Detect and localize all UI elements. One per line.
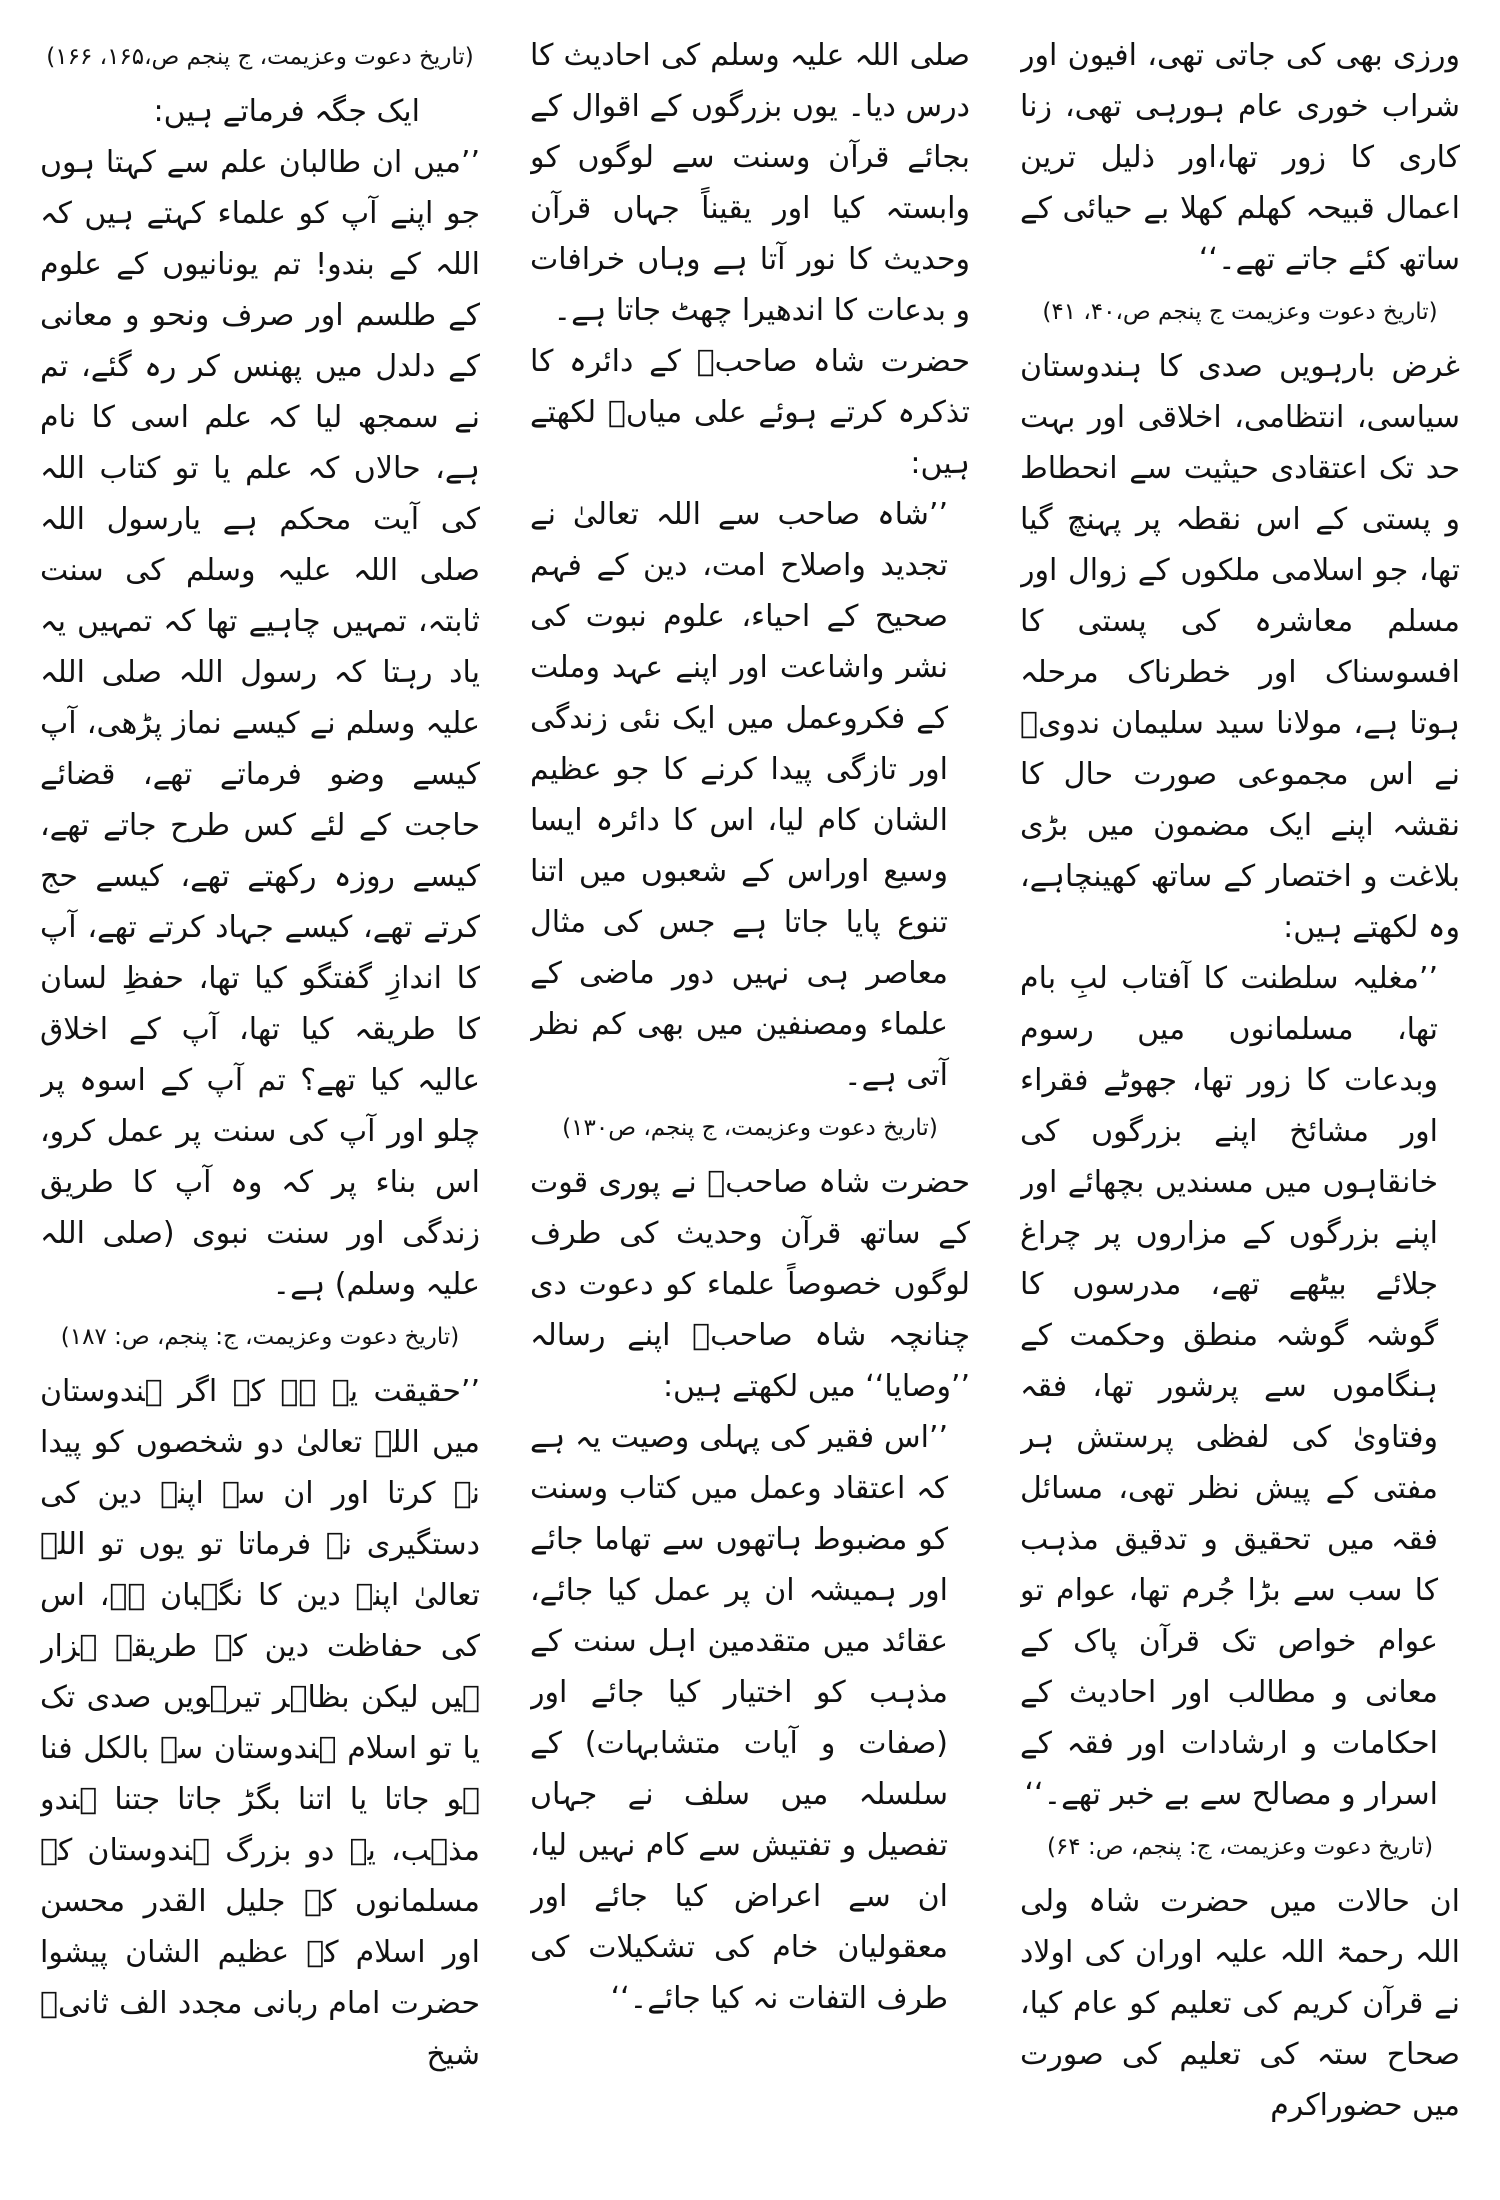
- reference-citation: (تاریخ دعوت وعزیمت ج پنجم ص،۴۰، ۴۱): [1042, 299, 1438, 325]
- reference-citation: (تاریخ دعوت وعزیمت، ج پنجم ص،۱۶۵، ۱۶۶): [46, 44, 474, 70]
- quotation-paragraph: ’’شاہ صاحب سے اللہ تعالیٰ نے تجدید واصلاح امت، دین کے فہم صحیح کے احیاء، علوم نبوت کی نشر واشاعت اور اپنے عہد وملت کے فکروعمل میں ایک نئی زندگی اور تازگی پیدا کرنے کا جو عظیم الشان کام لیا، اس کا دائرہ ایسا وسیع اوراس کے شعبوں میں اتنا تنوع پایا جاتا ہے جس کی مثال معاصر ہی نہیں دور ماضی کے علماء ومصنفین میں بھی کم نظر آتی ہے۔: [530, 497, 948, 1093]
- body-paragraph: غرض بارہویں صدی کا ہندوستان سیاسی، انتظامی، اخلاقی اور بہت حد تک اعتقادی حیثیت سے انحطاط و پستی کے اس نقطہ پر پہنچ گیا تھا، جو اسلامی ملکوں کے زوال اور مسلم معاشرہ کی پستی کا افسوسناک اور خطرناک مرحلہ ہوتا ہے، مولانا سید سلیمان ندویؒ نے اس مجموعی صورت حال کا نقشہ اپنے ایک مضمون میں بڑی بلاغت و اختصار کے ساتھ کھینچاہے، وہ لکھتے ہیں:: [1020, 349, 1460, 945]
- quotation-paragraph: ’’مغلیہ سلطنت کا آفتاب لبِ بام تھا، مسلمانوں میں رسوم وبدعات کا زور تھا، جھوٹے فقراء اور مشائخ اپنے بزرگوں کی خانقاہوں میں مسندیں بچھائے اور اپنے بزرگوں کے مزاروں پر چراغ جلائے بیٹھے تھے، مدرسوں کا گوشہ گوشہ منطق وحکمت کے ہنگاموں سے پرشور تھا، فقہ وفتاویٰ کی لفظی پرستش ہر مفتی کے پیش نظر تھی، مسائل فقہ میں تحقیق و تدقیق مذہب کا سب سے بڑا جُرم تھا، عوام تو عوام خواص تک قرآن پاک کے معانی و مطالب اور احادیث کے احکامات و ارشادات اور فقہ کے اسرار و مصالح سے بے خبر تھے۔‘‘: [1020, 961, 1438, 1812]
- column-right: [1020, 30, 1460, 2180]
- body-paragraph: حضرت شاہ صاحبؒ نے پوری قوت کے ساتھ قرآن وحدیث کی طرف لوگوں خصوصاً علماء کو دعوت دی چنانچہ شاہ صاحبؒ اپنے رسالہ ’’وصایا‘‘ میں لکھتے ہیں:: [530, 1165, 970, 1404]
- intro-line: ایک جگہ فرماتے ہیں:: [153, 94, 420, 129]
- reference-citation: (تاریخ دعوت وعزیمت، ج پنجم، ص۱۳۰): [562, 1115, 938, 1141]
- body-paragraph: حضرت شاہ صاحبؒ کے دائرہ کا تذکرہ کرتے ہوئے علی میاںؒ لکھتے ہیں:: [530, 344, 970, 481]
- reference-citation: (تاریخ دعوت وعزیمت، ج: پنجم، ص: ۱۸۷): [60, 1324, 460, 1350]
- text-columns: [40, 30, 1460, 2180]
- body-paragraph: ’’حقیقت یہ ہے کہ اگر ہندوستان میں اللہ تعالیٰ دو شخصوں کو پیدا نہ کرتا اور ان سے اپنے دین کی دستگیری نہ فرماتا تو یوں تو اللہ تعالیٰ اپنے دین کا نگہبان ہے، اس کی حفاظت دین کے طریقے ہزار ہیں لیکن بظاہر تیرہویں صدی تک یا تو اسلام ہندوستان سے بالکل فنا ہو جاتا یا اتنا بگڑ جاتا جتنا ہندو مذہب، یہ دو بزرگ ہندوستان کے مسلمانوں کے جلیل القدر محسن اور اسلام کے عظیم الشان پیشوا حضرت امام ربانی مجدد الف ثانیؒ شیخ: [40, 1374, 480, 2072]
- quotation-paragraph: ’’اس فقیر کی پہلی وصیت یہ ہے کہ اعتقاد وعمل میں کتاب وسنت کو مضبوط ہاتھوں سے تھاما جائے اور ہمیشہ ان پر عمل کیا جائے، عقائد میں متقدمین اہل سنت کے مذہب کو اختیار کیا جائے اور (صفات و آیات متشابہات) کے سلسلہ میں سلف نے جہاں تفصیل و تفتیش سے کام نہیں لیا، ان سے اعراض کیا جائے اور معقولیان خام کی تشکیلات کی طرف التفات نہ کیا جائے۔‘‘: [530, 1420, 948, 2016]
- body-paragraph: ’’میں ان طالبان علم سے کہتا ہوں جو اپنے آپ کو علماء کہتے ہیں کہ اللہ کے بندو! تم یونانیوں کے علوم کے طلسم اور صرف ونحو و معانی کے دلدل میں پھنس کر رہ گئے، تم نے سمجھ لیا کہ علم اسی کا نام ہے، حالاں کہ علم یا تو کتاب اللہ کی آیت محکم ہے یارسول اللہ صلی اللہ علیہ وسلم کی سنت ثابتہ، تمہیں چاہیے تھا کہ تمہیں یہ یاد رہتا کہ رسول اللہ صلی اللہ علیہ وسلم نے کیسے نماز پڑھی، آپ کیسے وضو فرماتے تھے، قضائے حاجت کے لئے کس طرح جاتے تھے، کیسے روزہ رکھتے تھے، کیسے حج کرتے تھے، کیسے جہاد کرتے تھے، آپ کا اندازِ گفتگو کیا تھا، حفظِ لسان کا طریقہ کیا تھا، آپ کے اخلاق عالیہ کیا تھے؟ تم آپ کے اسوہ پر چلو اور آپ کی سنت پر عمل کرو، اس بناء پر کہ وہ آپ کا طریق زندگی اور سنت نبوی (صلی اللہ علیہ وسلم) ہے۔: [40, 145, 480, 1302]
- body-paragraph: ورزی بھی کی جاتی تھی، افیون اور شراب خوری عام ہورہی تھی، زنا کاری کا زور تھا،اور ذلیل ترین اعمال قبیحہ کھلم کھلا بے حیائی کے ساتھ کئے جاتے تھے۔‘‘: [1020, 38, 1460, 277]
- reference-citation: (تاریخ دعوت وعزیمت، ج: پنجم، ص: ۶۴): [1046, 1834, 1434, 1860]
- column-middle: [530, 30, 970, 2180]
- body-paragraph: ان حالات میں حضرت شاہ ولی اللہ رحمۃ اللہ علیہ اوران کی اولاد نے قرآن کریم کی تعلیم کو عام کیا، صحاح ستہ کی تعلیم کی صورت میں حضوراکرم: [1020, 1884, 1460, 2123]
- column-left: [40, 30, 480, 2180]
- body-paragraph: صلی اللہ علیہ وسلم کی احادیث کا درس دیا۔ یوں بزرگوں کے اقوال کے بجائے قرآن وسنت سے لوگوں کو وابستہ کیا اور یقیناً جہاں قرآن وحدیث کا نور آتا ہے وہاں خرافات و بدعات کا اندھیرا چھٹ جاتا ہے۔: [530, 38, 970, 328]
